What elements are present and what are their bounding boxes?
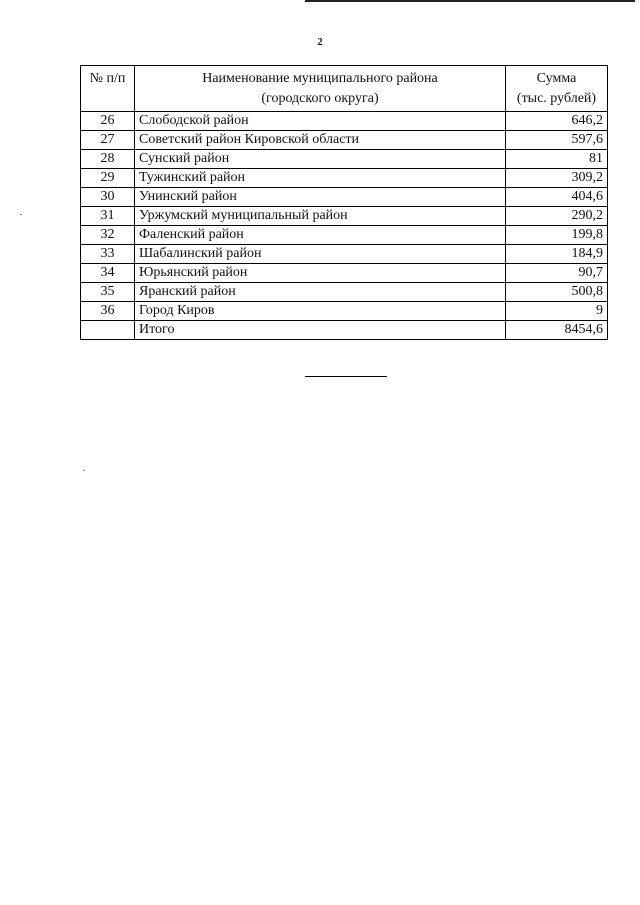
- row-num: 27: [81, 131, 135, 150]
- row-sum: 9: [506, 302, 608, 321]
- row-name: Яранский район: [135, 283, 506, 302]
- top-scan-rule: [305, 0, 635, 2]
- row-num: 35: [81, 283, 135, 302]
- table-row: [81, 188, 608, 207]
- row-num: 36: [81, 302, 135, 321]
- row-sum: 597,6: [506, 131, 608, 150]
- row-name: Город Киров: [135, 302, 506, 321]
- row-name: Уржумский муниципальный район: [135, 207, 506, 226]
- row-sum: 199,8: [506, 226, 608, 245]
- row-name: Советский район Кировской области: [135, 131, 506, 150]
- row-sum: 309,2: [506, 169, 608, 188]
- header-name-line2: (городского округа): [261, 91, 379, 106]
- row-sum: 81: [506, 150, 608, 169]
- header-sum-line1: Сумма: [536, 71, 577, 86]
- scan-speck: [83, 470, 85, 471]
- row-num: 30: [81, 188, 135, 207]
- total-label: Итого: [135, 321, 506, 340]
- row-num: 34: [81, 264, 135, 283]
- header-name-line1: Наименование муниципального района: [202, 71, 438, 86]
- row-num: 26: [81, 112, 135, 131]
- row-name: Тужинский район: [135, 169, 506, 188]
- header-sum: [506, 66, 608, 112]
- table-header-row: [81, 66, 608, 112]
- row-name: Юрьянский район: [135, 264, 506, 283]
- header-num: № п/п: [81, 66, 135, 112]
- table-row: [81, 112, 608, 131]
- table-row: [81, 283, 608, 302]
- table-row: [81, 302, 608, 321]
- end-of-document-rule: [305, 376, 387, 377]
- row-num: 32: [81, 226, 135, 245]
- total-num: [81, 321, 135, 340]
- table-row: [81, 264, 608, 283]
- table-row: [81, 131, 608, 150]
- row-sum: 90,7: [506, 264, 608, 283]
- header-sum-line2: (тыс. рублей): [516, 91, 597, 106]
- table-total-row: [81, 321, 608, 340]
- row-sum: 290,2: [506, 207, 608, 226]
- row-name: Унинский район: [135, 188, 506, 207]
- row-sum: 500,8: [506, 283, 608, 302]
- row-name: Фаленский район: [135, 226, 506, 245]
- row-num: 31: [81, 207, 135, 226]
- header-name: [135, 66, 506, 112]
- row-name: Сунский район: [135, 150, 506, 169]
- table-row: [81, 245, 608, 264]
- table-row: [81, 169, 608, 188]
- table-row: [81, 150, 608, 169]
- scan-speck: [20, 214, 22, 215]
- row-name: Шабалинский район: [135, 245, 506, 264]
- row-num: 33: [81, 245, 135, 264]
- table-row: [81, 226, 608, 245]
- table-row: [81, 207, 608, 226]
- page-number: 2: [317, 36, 323, 48]
- row-num: 28: [81, 150, 135, 169]
- regions-table: [80, 65, 608, 340]
- row-name: Слободской район: [135, 112, 506, 131]
- row-sum: 646,2: [506, 112, 608, 131]
- total-sum: 8454,6: [506, 321, 608, 340]
- row-sum: 184,9: [506, 245, 608, 264]
- row-num: 29: [81, 169, 135, 188]
- row-sum: 404,6: [506, 188, 608, 207]
